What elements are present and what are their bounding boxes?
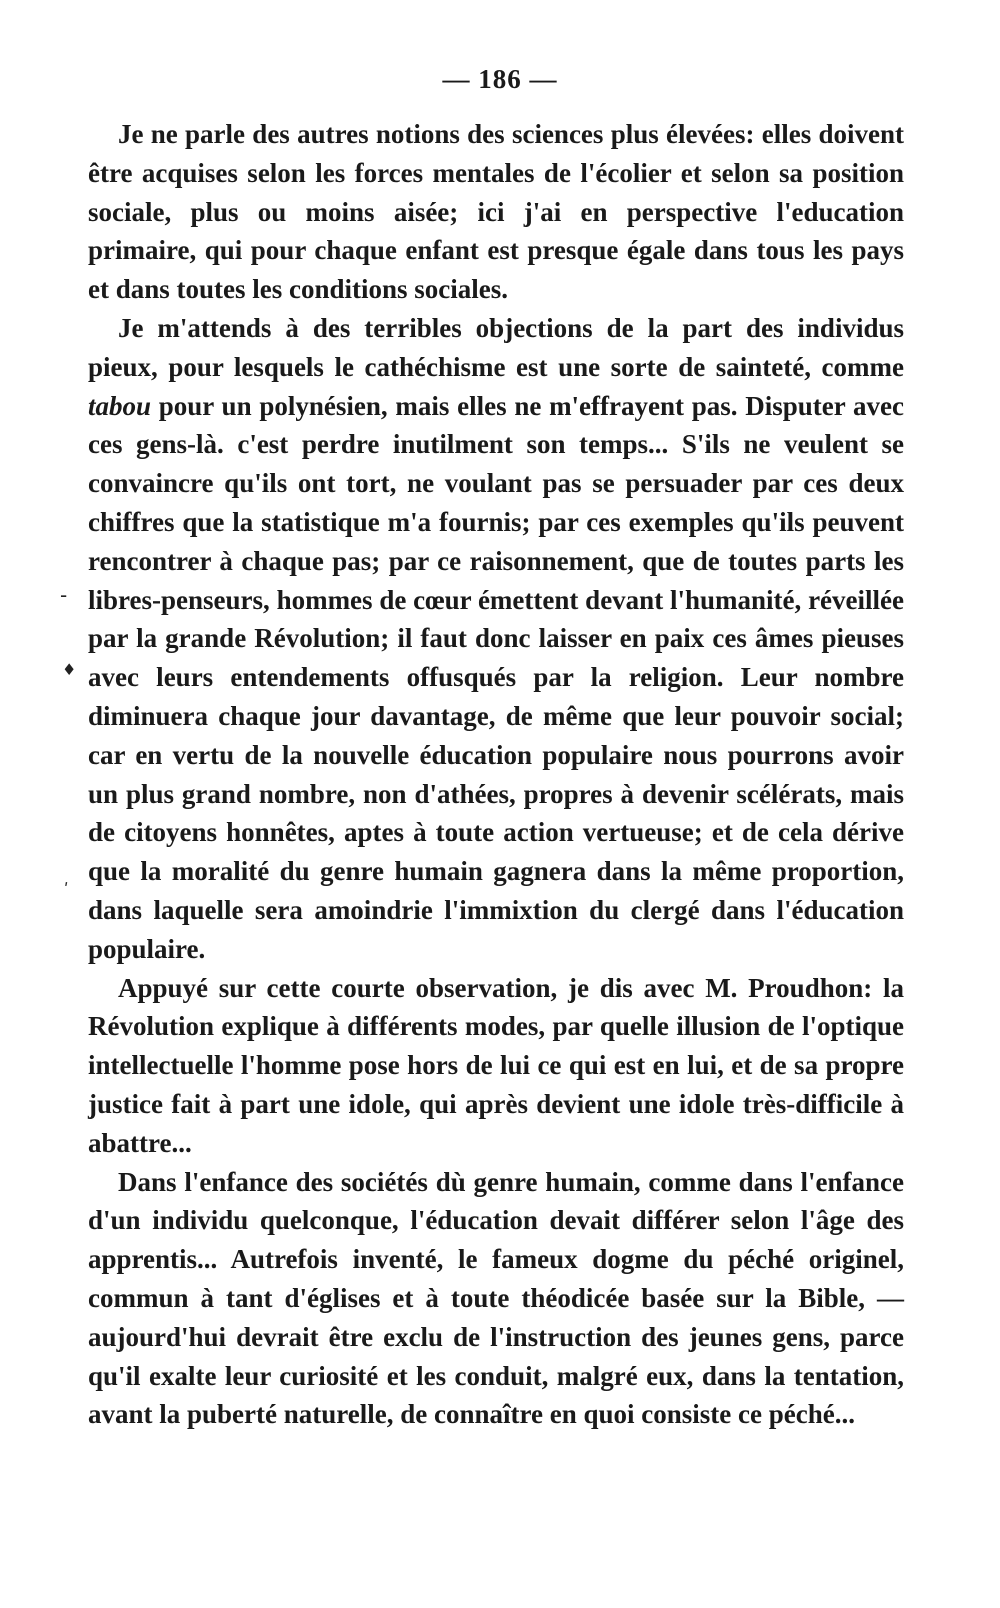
emphasized-word: tabou [88, 390, 152, 421]
paragraph [88, 115, 904, 309]
body-text [88, 115, 904, 1434]
paragraph-text: Dans l'enfance des sociétés dù genre humain, comme dans l'enfance d'un individu quelconque, l'éducation devait différer selon l'âge des apprentis... Autrefois inventé, le fameux dogme du péché originel, commun à tant d'églises et à toute théodicée basée sur la Bible, — aujourd'hui devrait être exclu de l'instruction des jeunes gens, parce qu'il exalte leur curiosité et les conduit, malgré eux, dans la tentation, avant la puberté naturelle, de connaître en quoi consiste ce péché... [88, 1166, 904, 1430]
margin-mark-tick: ʹ [64, 880, 69, 899]
paragraph-text: Je ne parle des autres notions des sciences plus élevées: elles doivent être acquises selon les forces mentales de l'écolier et selon sa position sociale, plus ou moins aisée; ici j'ai en perspective l'education primaire, qui pour chaque enfant est presque égale dans tous les pays et dans toutes les conditions sociales. [88, 119, 904, 305]
paragraph-text: pour un polynésien, mais elles ne m'effrayent pas. Disputer avec ces gens-là. c'est perdre inutilment son temps... S'ils ne veulent se convaincre qu'ils ont tort, ne voulant pas se persuader par ces deux chiffres que la statistique m'a fournis; par ces exemples qu'ils peuvent rencontrer à chaque pas; par ce raisonnement, que de toutes parts les libres-penseurs, hommes de cœur émettent devant l'humanité, réveillée par la grande Révolution; il faut donc laisser en paix ces âmes pieuses avec leurs entendements offusqués par la religion. Leur nombre diminuera chaque jour davantage, de même que leur pouvoir social; car en vertu de la nouvelle éducation populaire nous pourrons avoir un plus grand nombre, non d'athées, propres à devenir scélérats, mais de citoyens honnêtes, aptes à toute action vertueuse; et de cela dérive que la moralité du genre humain gagnera dans la même proportion, dans laquelle sera amoindrie l'immixtion du clergé dans l'éducation populaire. [88, 390, 904, 964]
paragraph-text: Appuyé sur cette courte observation, je dis avec M. Proudhon: la Révolution explique à différents modes, par quelle illusion de l'optique intellectuelle l'homme pose hors de lui ce qui est en lui, et de sa propre justice fait à part une idole, qui après devient une idole très-difficile à abattre... [88, 972, 904, 1158]
margin-mark-dash: - [60, 583, 68, 607]
paragraph-text: Je m'attends à des terribles objections de la part des individus pieux, pour lesquels le cathéchisme est une sorte de sainteté, comme [88, 312, 904, 382]
paragraph [88, 309, 904, 969]
paragraph [88, 1163, 904, 1435]
paragraph [88, 969, 904, 1163]
margin-mark-bullet: ♦ [62, 660, 77, 679]
page-number: — 186 — [442, 64, 558, 94]
